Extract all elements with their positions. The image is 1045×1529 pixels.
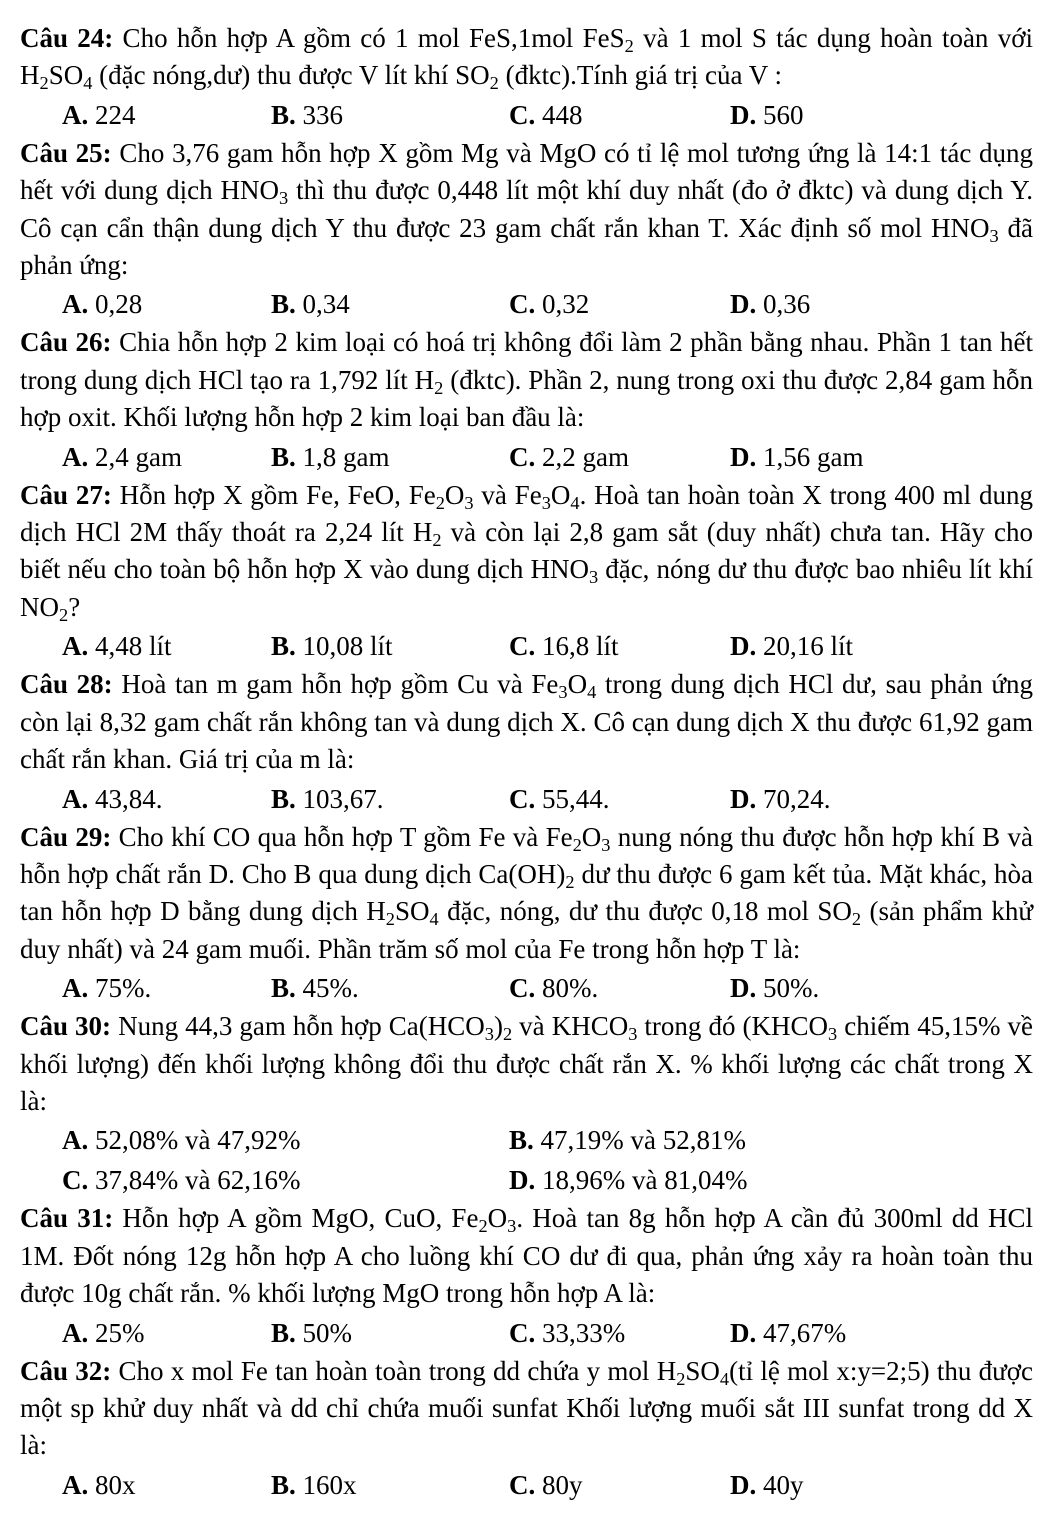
option-text: 2,2 gam [535,441,629,472]
option-text: 336 [295,99,344,130]
option-text: 103,67. [295,783,384,814]
answer-choices [20,779,1033,819]
option-c [62,1160,300,1200]
option-c [509,779,610,819]
stem-text: Hoà tan m gam hỗn hợp gồm Cu và Fe [112,669,559,700]
stem-text: SO [48,60,84,91]
option-b [271,1313,352,1353]
option-text: 20,16 lít [756,631,854,662]
option-letter: A. [62,99,89,130]
option-text: 37,84% và 62,16% [88,1165,301,1196]
option-letter: B. [271,441,296,472]
question-stem [20,1008,1033,1120]
stem-text: và Fe [473,479,542,510]
stem-text: chiếm 45,15% về khối lượng) đến khối lượng không đổi thu được chất rắn X. % khối lượng các chất trong X là: [20,1011,1033,1116]
stem-subscript: 4 [719,1368,730,1389]
stem-subscript: 3 [507,1216,517,1237]
stem-text: (đktc).Tính giá trị của V : [498,60,783,91]
stem-subscript: 3 [827,1024,838,1045]
option-c [509,968,598,1008]
stem-subscript: 2 [851,909,862,930]
option-letter: C. [62,1165,89,1196]
answer-choices [20,1120,1033,1200]
stem-text: Nung 44,3 gam hỗn hợp Ca(HCO [111,1011,485,1042]
option-letter: B. [271,631,296,662]
option-letter: C. [509,631,536,662]
stem-subscript: 2 [565,872,575,893]
answer-choices [20,284,1033,324]
option-text: 40y [756,1469,804,1500]
stem-text: SO [685,1355,720,1386]
stem-subscript: 3 [279,188,289,209]
option-c [509,1313,625,1353]
stem-subscript: 2 [478,1216,488,1237]
stem-subscript: 2 [572,834,582,855]
option-letter: D. [730,1317,757,1348]
option-text: 4,48 lít [88,631,172,662]
option-d [730,1313,846,1353]
option-d [730,284,810,324]
question-label: Câu 31: [20,1203,114,1234]
question-label: Câu 32: [20,1355,112,1386]
question-stem [20,477,1033,627]
option-letter: C. [509,289,536,320]
option-text: 0,34 [295,289,350,320]
option-text: 70,24. [756,783,831,814]
option-text: 33,33% [535,1317,626,1348]
stem-subscript: 4 [429,909,439,930]
option-c [509,626,619,666]
option-text: 0,28 [88,289,143,320]
option-d [730,626,853,666]
option-d [730,968,819,1008]
option-text: 80x [88,1469,136,1500]
stem-text: và KHCO [512,1011,629,1042]
stem-text: và 1 mol S tác dụng hoàn toàn với H [20,23,1033,91]
option-text: 1,8 gam [295,441,390,472]
option-c [509,437,629,477]
option-letter: A. [62,1469,89,1500]
option-b [271,779,384,819]
question-27 [20,477,1033,667]
option-text: 160x [295,1469,357,1500]
option-d [730,779,831,819]
question-stem [20,135,1033,285]
stem-subscript: 3 [601,834,611,855]
stem-subscript: 4 [587,682,597,703]
option-letter: D. [730,783,757,814]
stem-subscript: 3 [588,567,599,588]
option-letter: D. [509,1165,536,1196]
stem-subscript: 3 [989,225,999,246]
stem-subscript: 2 [39,73,49,94]
stem-subscript: 2 [434,377,444,398]
stem-text: dư thu được 6 gam kết tủa. Mặt khác, hòa tan hỗn hợp D bằng dung dịch H [20,858,1033,927]
option-letter: A. [62,1317,89,1348]
option-text: 80%. [535,973,599,1004]
option-text: 224 [88,99,136,130]
option-b [271,626,393,666]
stem-subscript: 2 [435,492,445,513]
option-a [62,284,142,324]
option-a [62,626,172,666]
question-30 [20,1008,1033,1200]
option-b [271,1465,357,1505]
option-letter: C. [509,783,536,814]
option-b [271,968,359,1008]
option-a [62,95,136,135]
question-24 [20,20,1033,135]
answer-choices [20,968,1033,1008]
option-letter: C. [509,99,536,130]
stem-text: Cho x mol Fe tan hoàn toàn trong dd chứa y mol H [111,1355,677,1386]
stem-text: O [444,479,465,510]
option-d [730,1465,804,1505]
option-c [509,95,583,135]
question-29 [20,819,1033,1009]
option-letter: C. [509,1317,536,1348]
option-text: 25% [88,1317,145,1348]
question-label: Câu 26: [20,327,112,358]
option-text: 52,08% và 47,92% [88,1125,301,1156]
stem-text: (đktc). Phần 2, nung trong oxi thu được 2,84 gam hỗn hợp oxit. Khối lượng hỗn hợp 2 kim loại ban đầu là: [20,364,1033,433]
option-b [271,284,350,324]
option-text: 43,84. [88,783,163,814]
option-d [730,95,804,135]
stem-subscript: 3 [484,1024,494,1045]
question-32 [20,1353,1033,1505]
option-letter: B. [509,1125,534,1156]
question-label: Câu 27: [20,479,112,510]
question-26 [20,324,1033,476]
question-stem [20,819,1033,969]
option-c [509,284,589,324]
stem-text: (đặc nóng,dư) thu được V lít khí SO [92,60,490,91]
question-28 [20,666,1033,818]
stem-subscript: 2 [432,530,442,551]
option-text: 75%. [88,973,152,1004]
stem-subscript: 2 [676,1368,686,1389]
option-letter: A. [62,1125,89,1156]
question-stem [20,324,1033,436]
stem-text: thì thu được 0,448 lít một khí duy nhất (đo ở đktc) và dung dịch Y. Cô cạn cẩn thận dung dịch Y thu được 23 gam chất rắn khan T. Xác định số mol HNO [20,175,1034,243]
option-text: 47,19% và 52,81% [533,1125,746,1156]
option-letter: A. [62,783,89,814]
option-letter: A. [62,289,89,320]
stem-text: Chia hỗn hợp 2 kim loại có hoá trị không đổi làm 2 phần bằng nhau. Phần 1 tan hết trong dung dịch HCl tạo ra 1,792 lít H [20,327,1033,395]
option-letter: C. [509,441,536,472]
answer-choices [20,437,1033,477]
stem-subscript: 2 [489,73,499,94]
question-label: Câu 24: [20,23,114,53]
option-text: 1,56 gam [756,441,864,472]
stem-text: Hỗn hợp X gồm Fe, FeO, Fe [111,479,436,510]
answer-choices [20,1313,1033,1353]
question-31 [20,1200,1033,1352]
option-text: 0,32 [535,289,590,320]
option-letter: B. [271,783,296,814]
option-letter: D. [730,631,757,662]
stem-subscript: 3 [628,1024,638,1045]
stem-text: nung nóng thu được hỗn hợp khí B và hỗn hợp chất rắn D. Cho B qua dung dịch Ca(OH) [20,821,1033,889]
option-a [62,1465,136,1505]
stem-text: O [487,1203,508,1234]
stem-subscript: 2 [385,909,395,930]
stem-text: đã phản ứng: [20,212,1034,281]
option-letter: B. [271,973,296,1004]
stem-text: trong dung dịch HCl dư, sau phản ứng còn lại 8,32 gam chất rắn không tan và dung dịch X. Cô cạn dung dịch X thu được 61,92 gam chất rắn khan. Giá trị của m là: [20,669,1033,775]
option-text: 80y [535,1469,583,1500]
question-stem [20,666,1033,778]
stem-subscript: 2 [59,605,69,626]
stem-text: O [581,821,602,852]
stem-subscript: 4 [83,73,93,94]
question-stem [20,1200,1033,1312]
option-a [62,779,163,819]
option-letter: B. [271,289,296,320]
question-label: Câu 29: [20,821,112,852]
option-text: 18,96% và 81,04% [535,1165,748,1196]
question-label: Câu 30: [20,1011,112,1042]
stem-text: ? [68,591,81,622]
answer-choices [20,1465,1033,1505]
stem-text: trong đó (KHCO [637,1011,828,1042]
stem-subscript: 3 [464,492,474,513]
option-letter: A. [62,631,89,662]
option-text: 47,67% [756,1317,847,1348]
option-letter: C. [509,1469,536,1500]
stem-text: (sản phẩm khử duy nhất) và 24 gam muối. Phần trăm số mol của Fe trong hỗn hợp T là: [20,896,1033,964]
option-a [62,968,151,1008]
option-text: 50% [295,1317,353,1348]
stem-text: và còn lại 2,8 gam sắt (duy nhất) chưa tan. Hãy cho biết nếu cho toàn bộ hỗn hợp X vào dung dịch HNO [20,517,1033,585]
option-text: 448 [535,99,583,130]
stem-subscript: 2 [624,36,634,57]
option-a [62,1313,145,1353]
stem-text: đặc, nóng dư thu được bao nhiêu lít khí NO [20,554,1033,622]
option-b [271,437,390,477]
option-letter: D. [730,99,757,130]
stem-text: Cho khí CO qua hỗn hợp T gồm Fe và Fe [111,821,573,852]
option-text: 55,44. [535,783,610,814]
stem-subscript: 3 [558,682,568,703]
option-letter: D. [730,973,757,1004]
stem-text: (tỉ lệ mol x:y=2;5) thu được một sp khử duy nhất và dd chỉ chứa muối sunfat Khối lượng muối sắt III sunfat trong dd X là: [20,1355,1033,1461]
option-text: 45%. [295,973,359,1004]
answer-choices [20,626,1033,666]
option-c [509,1465,583,1505]
option-letter: B. [271,99,296,130]
option-d [730,437,864,477]
stem-subscript: 2 [502,1024,513,1045]
option-text: 16,8 lít [535,631,619,662]
option-letter: C. [509,973,536,1004]
option-letter: A. [62,973,89,1004]
stem-text: O [567,669,588,700]
option-letter: B. [271,1317,296,1348]
question-label: Câu 28: [20,669,113,700]
question-label: Câu 25: [20,137,112,168]
option-a [62,1120,300,1160]
stem-text: đặc, nóng, dư thu được 0,18 mol SO [438,896,852,927]
option-text: 0,36 [756,289,811,320]
stem-text: Cho hỗn hợp A gồm có 1 mol FeS,1mol FeS [113,23,625,53]
answer-choices [20,95,1033,135]
stem-text: . Hoà tan hoàn toàn X trong 400 ml dung dịch HCl 2M thấy thoát ra 2,24 lít H [20,479,1033,548]
option-letter: A. [62,441,89,472]
option-text: 2,4 gam [88,441,182,472]
stem-text: Cho 3,76 gam hỗn hợp X gồm Mg và MgO có tỉ lệ mol tương ứng là 14:1 tác dụng hết với dung dịch HNO [20,137,1033,206]
option-b [509,1120,746,1160]
option-text: 560 [756,99,804,130]
stem-subscript: 3 [541,492,551,513]
option-letter: D. [730,441,757,472]
stem-text: ) [493,1011,503,1042]
stem-text: . Hoà tan 8g hỗn hợp A cần đủ 300ml dd HCl 1M. Đốt nóng 12g hỗn hợp A cho luồng khí CO dư đi qua, phản ứng xảy ra hoàn toàn thu được 10g chất rắn. % khối lượng MgO trong hỗn hợp A là: [20,1203,1034,1309]
option-b [271,95,343,135]
question-25 [20,135,1033,325]
option-d [509,1160,747,1200]
stem-text: O [550,479,571,510]
option-a [62,437,182,477]
option-letter: D. [730,289,757,320]
stem-text: Hỗn hợp A gồm MgO, CuO, Fe [113,1203,479,1234]
option-text: 50%. [756,973,820,1004]
stem-subscript: 4 [570,492,580,513]
option-text: 10,08 lít [295,631,393,662]
option-letter: B. [271,1469,296,1500]
question-stem [20,20,1033,95]
question-stem [20,1353,1033,1465]
stem-text: SO [394,896,430,927]
option-letter: D. [730,1469,757,1500]
